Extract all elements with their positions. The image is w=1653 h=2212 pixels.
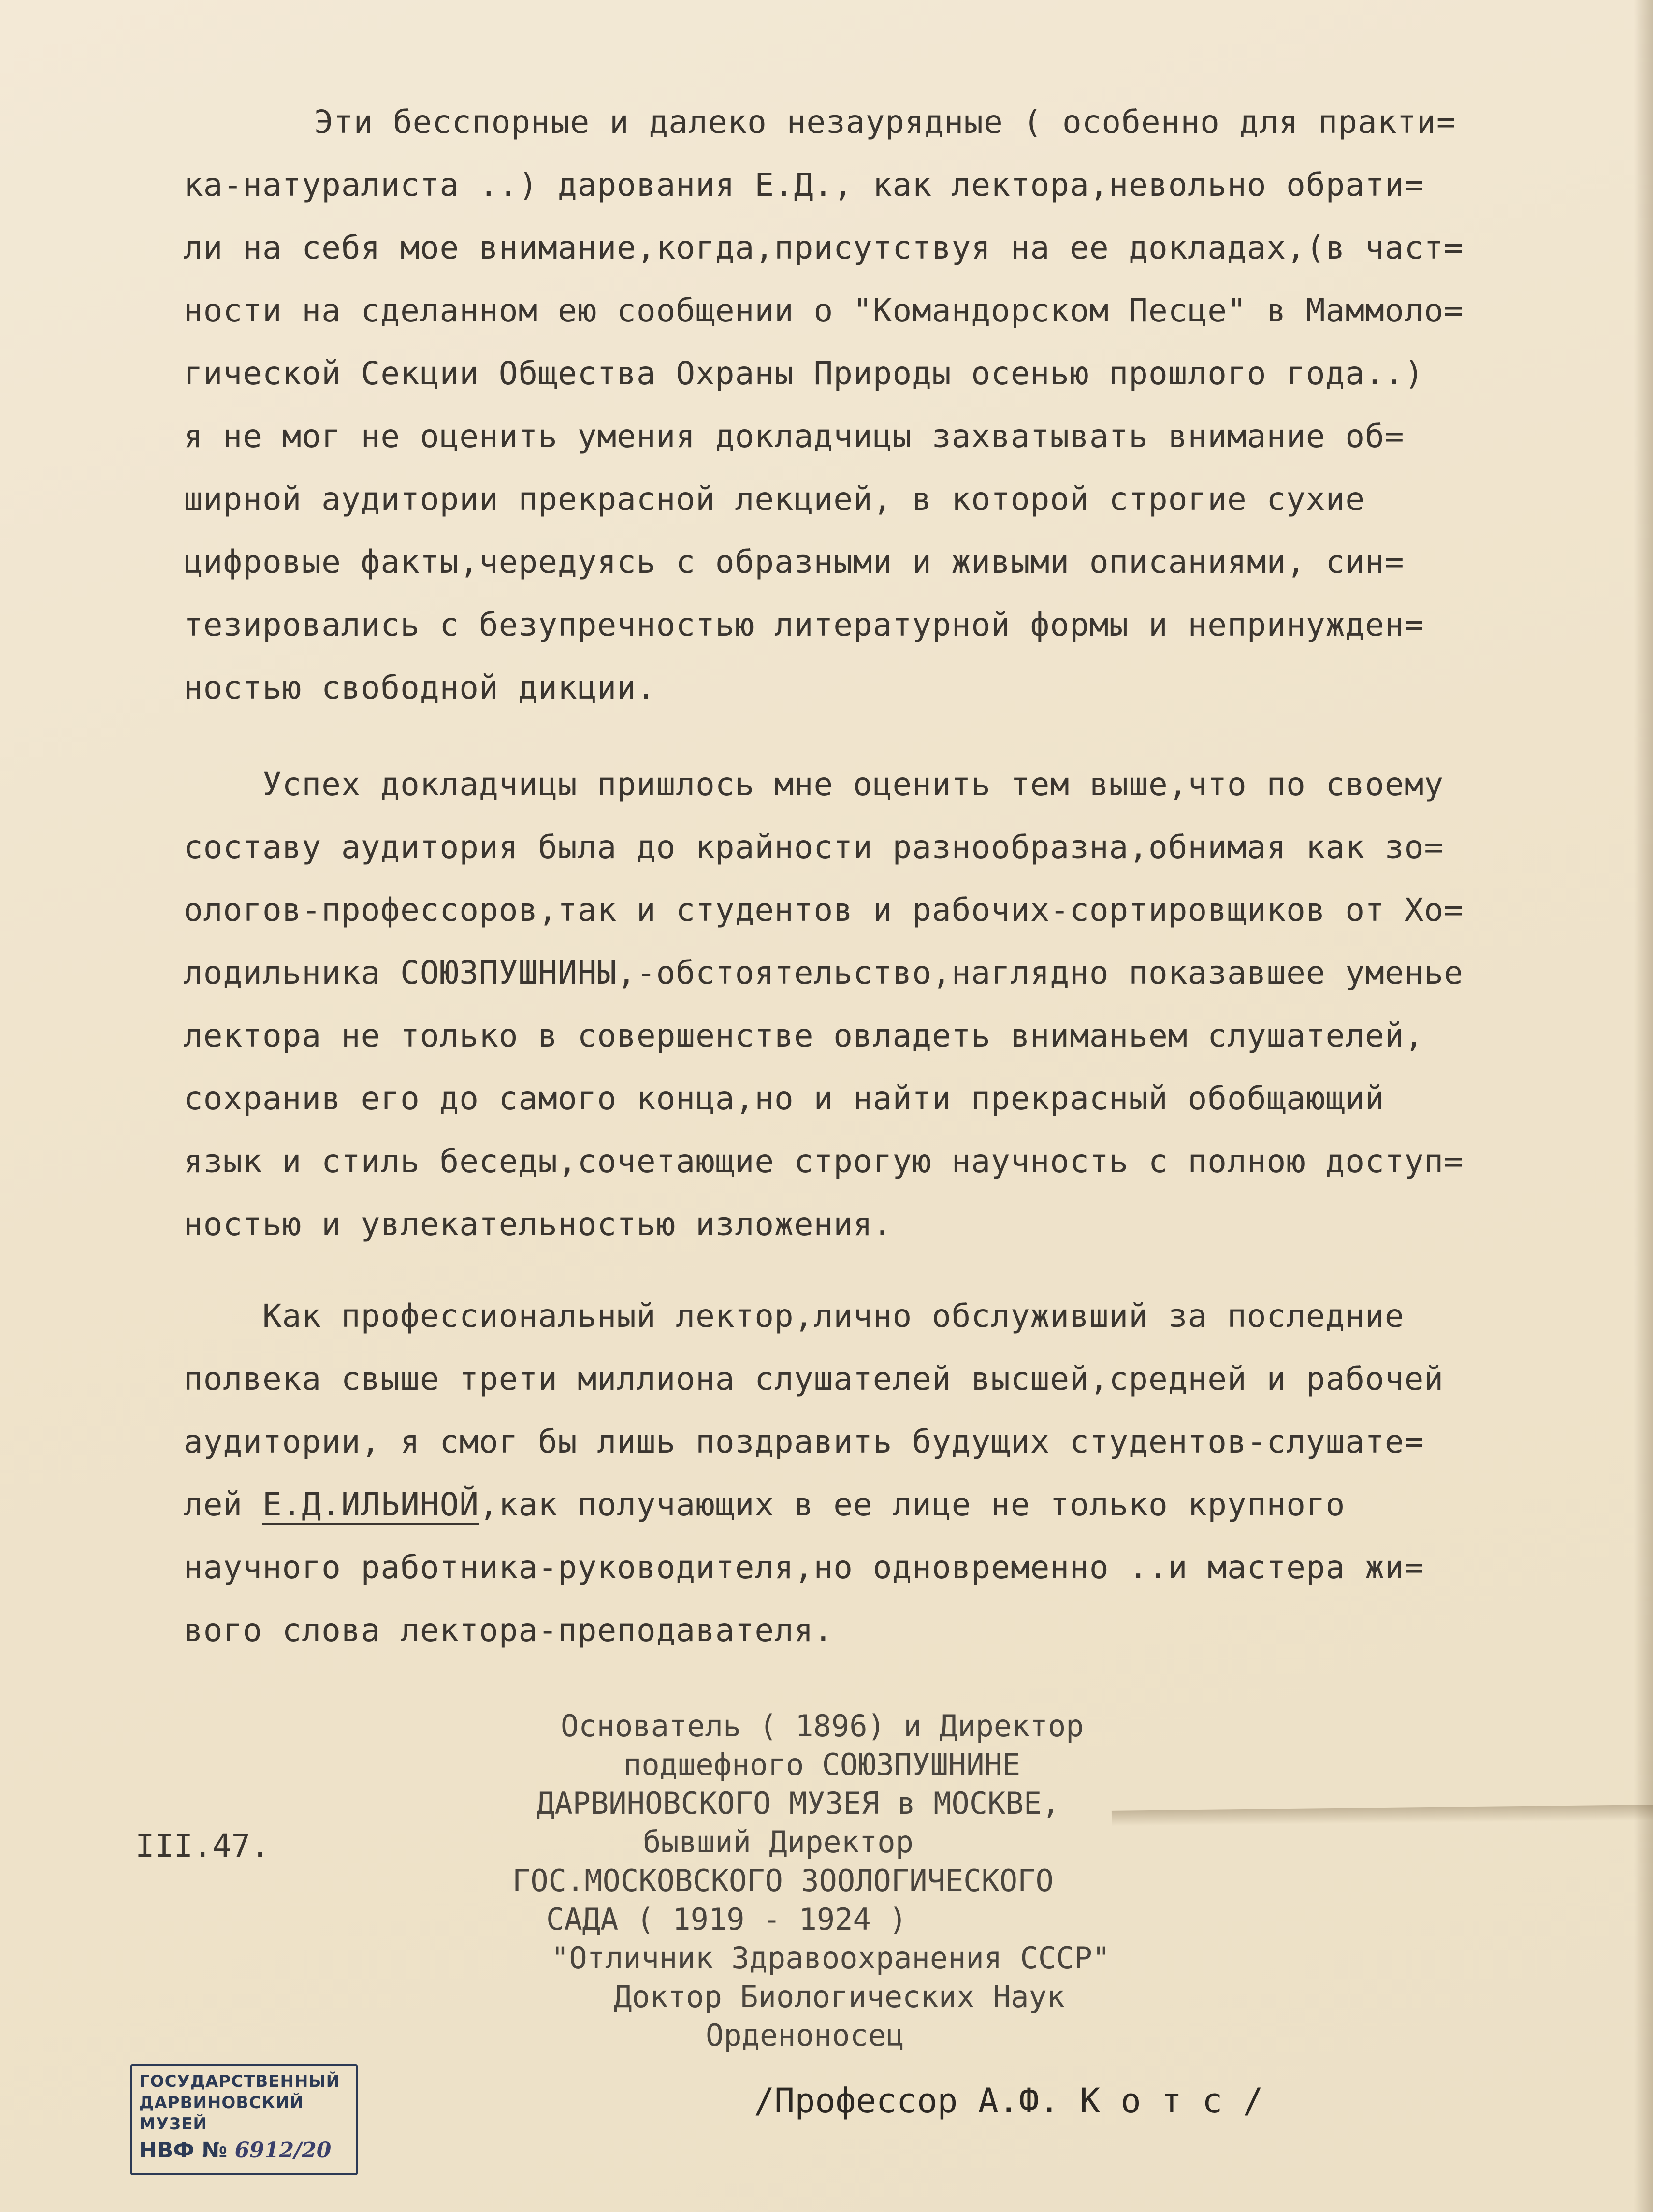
signature: /Профессор А.Ф. К о т с / [754,2081,1263,2121]
credential-line: ДАРВИНОВСКОГО МУЗЕЯ в МОСКВЕ, [536,1786,1060,1821]
stamp-number: 6912/20 [234,2138,332,2163]
text-line: цифровые факты,чередуясь с образными и живыми описаниями, син= [184,543,1405,581]
credential-line: "Отличник Здравоохранения СССР" [551,1940,1111,1976]
underlined-name: Е.Д.ИЛЬИНОЙ [262,1486,479,1525]
text-line: лодильника СОЮЗПУШНИНЫ,-обстоятельство,наглядно показавшее уменье [184,954,1464,991]
text-line: ли на себя мое внимание,когда,присутствуя на ее докладах,(в част= [184,229,1464,266]
stamp-line: ДАРВИНОВСКИЙ МУЗЕЙ [139,2093,304,2134]
text-line: ностью свободной дикции. [184,669,656,706]
stamp-line: ГОСУДАРСТВЕННЫЙ [139,2072,341,2091]
text-line: ширной аудитории прекрасной лекцией, в которой строгие сухие [184,480,1365,518]
text-line: полвека свыше трети миллиона слушателей высшей,средней и рабочей [184,1360,1444,1397]
archive-stamp [130,2064,358,2175]
text-line: аудитории, я смог бы лишь поздравить будущих студентов-слушате= [184,1423,1424,1460]
text-line: тезировались с безупречностью литературной формы и непринужден= [184,606,1424,643]
text-line: научного работника-руководителя,но одновременно ..и мастера жи= [184,1549,1424,1586]
text-line: ностью и увлекательностью изложения. [184,1206,893,1243]
credential-line: САДА ( 1919 - 1924 ) [546,1902,907,1937]
text-line: ологов-профессоров,так и студентов и рабочих-сортировщиков от Хо= [184,891,1464,929]
credential-line: подшефного СОЮЗПУШНИНЕ [624,1747,1021,1782]
text-line: я не мог не оценить умения докладчицы захватывать внимание об= [184,418,1405,455]
credential-line: Основатель ( 1896) и Директор [561,1708,1084,1744]
text-line: Успех докладчицы пришлось мне оценить тем выше,что по своему [184,766,1444,803]
text-line: Эти бесспорные и далеко незаурядные ( особенно для практи= [314,103,1456,141]
text-line: гической Секции Общества Охраны Природы осенью прошлого года..) [184,355,1424,392]
text-line: язык и стиль беседы,сочетающие строгую научность с полною доступ= [184,1143,1464,1180]
credential-line: Орденоносец [706,2018,904,2053]
text-line: Как профессиональный лектор,лично обслуживший за последние [184,1297,1405,1335]
stamp-prefix: НВФ № [139,2138,228,2163]
stamp-inventory-number [139,2138,349,2163]
text-line [184,1486,1346,1523]
text-line: лектора не только в совершенстве овладеть вниманьем слушателей, [184,1017,1424,1054]
text-line: вого слова лектора-преподавателя. [184,1612,834,1649]
credential-line: бывший Директор [643,1824,914,1860]
credential-line: ГОС.МОСКОВСКОГО ЗООЛОГИЧЕСКОГО [512,1863,1054,1898]
text-fragment: лей [184,1486,262,1523]
credential-line: Доктор Биологических Наук [614,1979,1065,2014]
text-line: составу аудитория была до крайности разнообразна,обнимая как зо= [184,829,1444,866]
document-date: III.47. [135,1827,270,1864]
text-line: ности на сделанном ею сообщении о "Командорском Песце" в Маммоло= [184,292,1464,329]
text-fragment: ,как получающих в ее лице не только крупного [479,1486,1346,1523]
text-line: сохранив его до самого конца,но и найти прекрасный обобщающий [184,1080,1385,1117]
paper-tear [1112,1805,1653,1826]
text-line: ка-натуралиста ..) дарования Е.Д., как лектора,невольно обрати= [184,166,1424,204]
